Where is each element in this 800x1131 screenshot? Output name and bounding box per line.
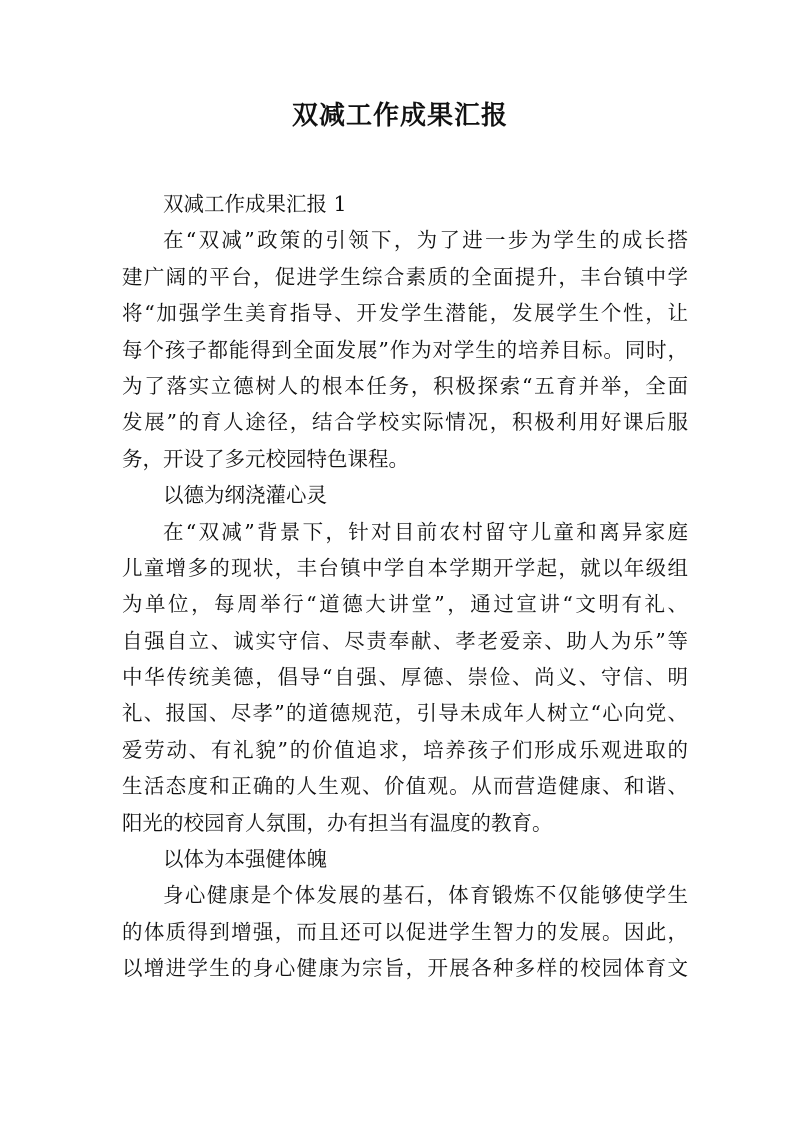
subheading-morality: 以德为纲浇灌心灵 [163,483,327,508]
paragraph-line: 中华传统美德，倡导“自强、厚德、崇俭、尚义、守信、明 [122,665,688,690]
paragraph-line: 发展”的育人途径，结合学校实际情况，积极利用好课后服 [122,410,688,435]
paragraph-line: 务，开设了多元校园特色课程。 [122,446,409,471]
paragraph-2 [122,514,688,842]
paragraph-line: 生活态度和正确的人生观、价值观。从而营造健康、和谐、 [122,774,688,799]
paragraph-line: 每个孩子都能得到全面发展”作为对学生的培养目标。同时， [122,337,688,362]
paragraph-line: 以增进学生的身心健康为宗旨，开展各种多样的校园体育文 [122,956,688,981]
paragraph-line: 建广阔的平台，促进学生综合素质的全面提升，丰台镇中学 [122,264,688,289]
paragraph-line: 为单位，每周举行“道德大讲堂”，通过宣讲“文明有礼、 [122,592,688,617]
paragraph-line: 礼、报国、尽孝”的道德规范，引导未成年人树立“心向党、 [122,701,688,726]
paragraph-line: 自强自立、诚实守信、尽责奉献、孝老爱亲、助人为乐”等 [122,628,688,653]
paragraph-line: 儿童增多的现状，丰台镇中学自本学期开学起，就以年级组 [122,555,688,580]
paragraph-line: 的体质得到增强，而且还可以促进学生智力的发展。因此， [122,919,688,944]
paragraph-3 [122,877,688,986]
document-title: 双减工作成果汇报 [291,101,508,131]
paragraph-line: 身心健康是个体发展的基石，体育锻炼不仅能够使学生 [163,883,688,908]
document-body [122,186,688,987]
paragraph-line: 在“双减”政策的引领下，为了进一步为学生的成长搭 [163,228,688,253]
paragraph-line: 阳光的校园育人氛围，办有担当有温度的教育。 [122,810,553,835]
subheading-physical: 以体为本强健体魄 [163,847,327,872]
paragraph-1 [122,222,688,477]
paragraph-line: 为了落实立德树人的根本任务，积极探索“五育并举，全面 [122,373,688,398]
paragraph-line: 爱劳动、有礼貌”的价值追求，培养孩子们形成乐观进取的 [122,737,688,762]
section-heading: 双减工作成果汇报 1 [163,192,347,216]
paragraph-line: 将“加强学生美育指导、开发学生潜能，发展学生个性，让 [122,301,688,326]
paragraph-line: 在“双减”背景下，针对目前农村留守儿童和离异家庭 [163,519,688,544]
